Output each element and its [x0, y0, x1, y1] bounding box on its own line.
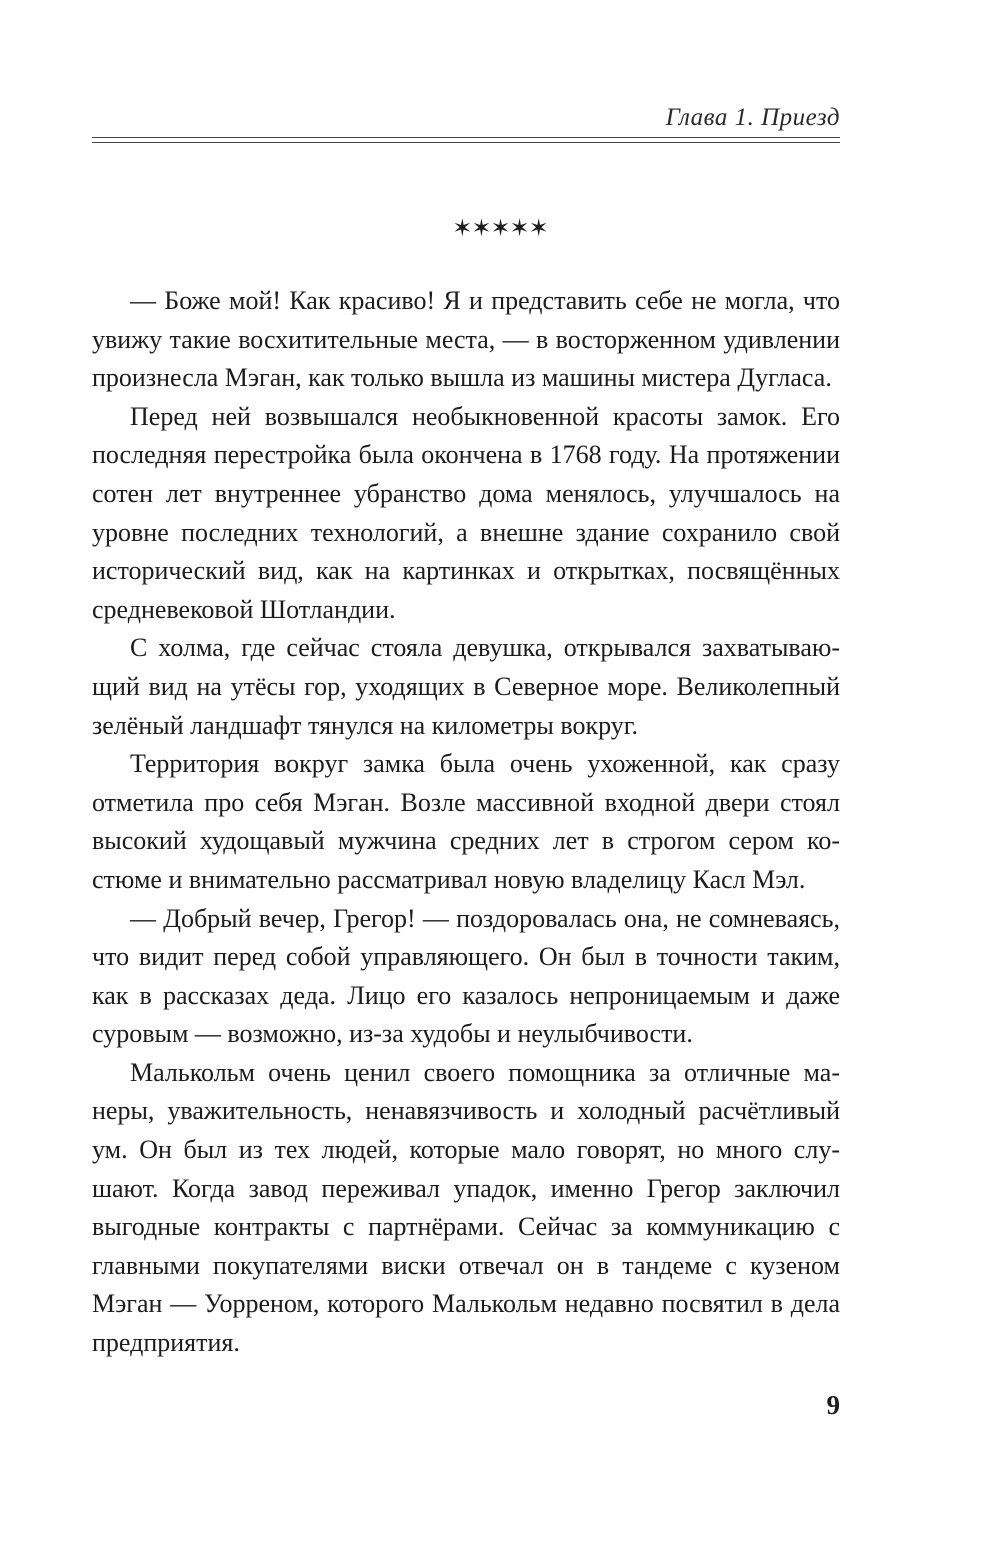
paragraph: — Боже мой! Как красиво! Я и представить себе не могла, что увижу такие восхитительные места, — в восторженном удивлении произнесла Мэган, как только вышла из машины мистера Дугласа.: [92, 286, 840, 393]
running-head-chapter-title: Глава 1. Приезд: [665, 104, 840, 131]
paragraph: Территория вокруг замка была очень ухоженной, как сразу отметила про себя Мэган. Возле массивной входной двери стоял высокий худощавый мужчина средних лет в строгом сером костюме и внимательно рассматривал новую владелицу Касл Мэл.: [92, 749, 840, 894]
body-text: [92, 282, 840, 1363]
paragraph: Перед ней возвышался необыкновенной красоты замок. Его последняя перестройка была окончена в 1768 году. На протяжении сотен лет внутреннее убранство дома менялось, улучшалось на уровне последних технологий, а внешне здание сохранило свой исторический вид, как на картинках и открытках, посвящённых средневековой Шотландии.: [92, 401, 840, 624]
paragraph: Малькольм очень ценил своего помощника за отличные манеры, уважительность, ненавязчивость и холодный расчётливый ум. Он был из тех людей, которые мало говорят, но много слушают. Когда завод переживал упадок, именно Грегор заключил выгодные контракты с партнёрами. Сейчас за коммуникацию с главными покупателями виски отвечал он в тандеме с кузеном Мэган — Уорреном, которого Малькольм недавно посвятил в дела предприятия.: [92, 1057, 840, 1358]
section-break-stars: ✶✶✶✶✶: [452, 214, 548, 242]
paragraph: — Добрый вечер, Грегор! — поздоровалась она, не сомневаясь, что видит перед собой управляющего. Он был в точности таким, как в рассказах деда. Лицо его казалось непроницаемым и даже суровым — возможно, из-за худобы и неулыбчивости.: [92, 903, 840, 1049]
paragraph: С холма, где сейчас стояла девушка, открывался захватывающий вид на утёсы гор, уходящих в Северное море. Великолепный зелёный ландшафт тянулся на километры вокруг.: [92, 633, 840, 740]
page-number: 9: [826, 1390, 840, 1420]
header-double-rule: [92, 137, 840, 143]
